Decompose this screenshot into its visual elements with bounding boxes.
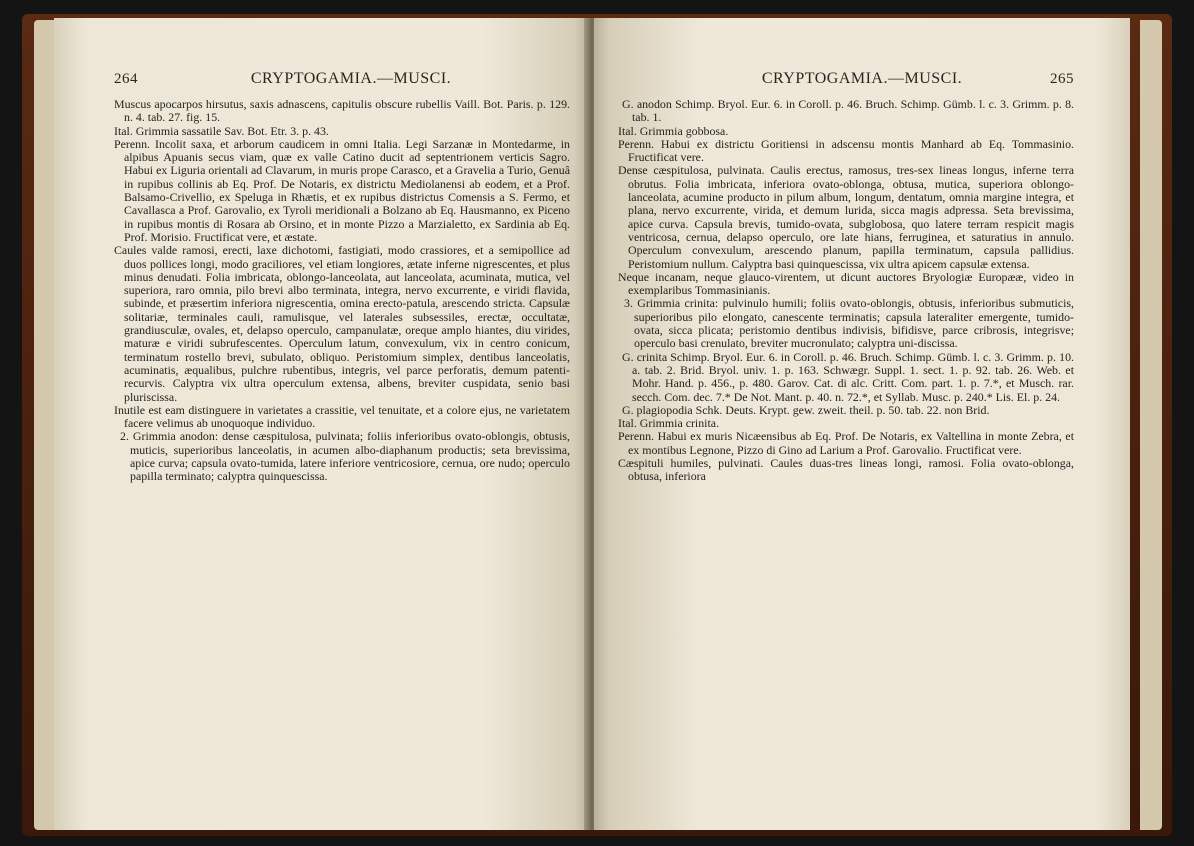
page-edges-left bbox=[34, 20, 56, 830]
left-header-title: CRYPTOGAMIA.—MUSCI. bbox=[250, 70, 452, 87]
right-header-title: CRYPTOGAMIA.—MUSCI. bbox=[761, 70, 963, 87]
paragraph: Muscus apocarpos hirsutus, saxis adnascens, capitulis obscure rubellis Vaill. Bot. Paris. p. 129. n. 4. tab. 27. fig. 15. bbox=[114, 97, 570, 125]
right-page-number: 265 bbox=[1050, 71, 1074, 87]
paragraph: 2. Grimmia anodon: dense cæspitulosa, pulvinata; foliis inferioribus ovato-oblongis, obtusis, muticis, superioribus lanceolatis, in acumen albo-diaphanum productis; seta brevissima, apice curva; capsula ovato-tumida, latere inferiore ventricosiore, cernua, ore nudo; operculo papilla terminato; calyptra quinquescissa. bbox=[120, 429, 570, 484]
paragraph: Perenn. Incolit saxa, et arborum caudicem in omni Italia. Legi Sarzanæ in Montedarme, in alpibus Apuanis secus viam, quæ ex valle Catino ducit ad septentrionem verticis Sagro. Habui ex Liguria orientali ad Clavarum, in muris prope Carasco, et a Gravelia a Turio, Genuâ in rupibus collinis ab Eq. Prof. De Notaris, ex districtu Mediolanensi ab eodem, et a Prof. Balsamo-Crivellio, ex Speluga in Rhætis, et ex rupibus districtus Comensis a S. Fermo, et Cavallasca a Prof. Garovalio, ex Tyroli meridionali a Bolzano ab Eq. Hausmanno, ex Piceno in rupibus montis di Rosara ab Orsino, et in monte Pizzo a Marzialetto, ex Sardinia ab Eq. Prof. Morisio. Fructificat vere, et æstate. bbox=[114, 136, 570, 244]
left-page-body bbox=[114, 98, 570, 484]
paragraph: Ital. Grimmia gobbosa. bbox=[618, 123, 729, 138]
left-page-number: 264 bbox=[114, 71, 138, 87]
paragraph: G. plagiopodia Schk. Deuts. Krypt. gew. zweit. theil. p. 50. tab. 22. non Brid. bbox=[622, 402, 990, 417]
left-running-head bbox=[114, 70, 570, 88]
paragraph: Perenn. Habui ex districtu Goritiensi in adscensu montis Manhard ab Eq. Tommasinio. Fructificat vere. bbox=[618, 136, 1074, 165]
page-edges-right bbox=[1140, 20, 1162, 830]
paragraph: Ital. Grimmia crinita. bbox=[618, 416, 720, 431]
paragraph: 3. Grimmia crinita: pulvinulo humili; foliis ovato-oblongis, obtusis, inferioribus submuticis, superioribus pilo elongato, canescente terminatis; capsula lateraliter emergente, tumido-ovata, sicca plicata; peristomio dentibus indivisis, bifidisve, parce cribrosis, integrisve; operculo basi crenulato, breviter mucronulato; calyptra uni-discissa. bbox=[624, 296, 1074, 351]
paragraph: G. anodon Schimp. Bryol. Eur. 6. in Coroll. p. 46. Bruch. Schimp. Gümb. l. c. 3. Grimm. p. 8. tab. 1. bbox=[622, 97, 1074, 125]
paragraph: Ital. Grimmia sassatile Sav. Bot. Etr. 3. p. 43. bbox=[114, 123, 329, 138]
paragraph: Caules valde ramosi, erecti, laxe dichotomi, fastigiati, modo crassiores, et a semipollice ad duos pollices longi, modo graciliores, vel etiam longiores, ætate inferne nigrescentes, et plus minus denudati. Folia imbricata, oblongo-lanceolata, aut lanceolata, acuminata, mutica, vel superiora, raro omnia, pilo brevi albo terminata, integra, nervo excurrente, e viridi flavida, subinde, et præsertim inferiora nigrescentia, omina erecto-patula, arescendo stricta. Capsulæ solitariæ, terminales cauli, ramulisque, vel laterales subsessiles, erectæ, occultatæ, grandiusculæ, ovales, et, delapso operculo, campanulatæ, oreque amplo hiantes, diu virides, maturæ e viridi subrufescentes. Operculum latum, convexulum, vix in centro conicum, terminatum rostello brevi, subulato, obliquo. Peristomium simplex, dentibus lanceolatis, acuminatis, æqualibus, pulchre rubentibus, integris, vel parce perforatis, demum patenti-recurvis. Calyptra vix ultra operculum extensa, albens, breviter cuspidata, senio basi pluriscissa. bbox=[114, 243, 570, 404]
paragraph: Dense cæspitulosa, pulvinata. Caulis erectus, ramosus, tres-sex lineas longus, inferne terra obrutus. Folia imbricata, inferiora ovato-oblonga, obtusa, mutica, superiora oblongo-lanceolata, acumine producto in pilum album, longum, dentatum, omnia margine integra, et plana, nervo excurrente, virida, et demum lurida, sicca magis adpressa. Seta brevissima, apice curva. Capsula brevis, tumido-ovata, subglobosa, quo latere terram respicit magis ventricosa, cernua, delapso operculo, ore late hians, ferruginea, et saturatius in annulo. Operculum convexulum, arescendo planum, papilla terminatum, capsula pallidius. Peristomium nullum. Calyptra basi quinquescissa, vix ultra apicem capsulæ extensa. bbox=[618, 163, 1074, 271]
paragraph: Perenn. Habui ex muris Nicæensibus ab Eq. Prof. De Notaris, ex Valtellina in monte Zebra, et ex montibus Legnone, Pizzo di Gino ad Larium a Prof. Garovalio. Fructificat vere. bbox=[618, 429, 1074, 457]
paragraph: G. crinita Schimp. Bryol. Eur. 6. in Coroll. p. 46. Bruch. Schimp. Gümb. l. c. 3. Grimm. p. 10. a. tab. 2. Brid. Bryol. univ. 1. p. 163. Schwægr. Suppl. 1. sect. 1. p. 92. tab. 26. Web. et Mohr. Hand. p. 456., p. 480. Garov. Cat. di alc. Critt. Com. part. 1. p. 7.*, et Musch. rar. secch. Com. dec. 7.* De Not. Mant. p. 40. n. 72.*, et Syllab. Musc. p. 240.* Lis. El. p. 24. bbox=[622, 349, 1074, 404]
paragraph: Inutile est eam distinguere in varietates a crassitie, vel tenuitate, et a colore ejus, ne varietatem facere velimus ab unoquoque individuo. bbox=[114, 402, 570, 431]
left-page bbox=[54, 18, 590, 830]
paragraph: Cæspituli humiles, pulvinati. Caules duas-tres lineas longi, ramosi. Folia ovato-oblonga, obtusa, inferiora bbox=[618, 456, 1074, 484]
right-page bbox=[594, 18, 1130, 830]
right-page-body bbox=[618, 98, 1074, 484]
right-running-head bbox=[618, 70, 1074, 88]
paragraph: Neque incanam, neque glauco-virentem, ut dicunt auctores Bryologiæ Europææ, video in exemplaribus Tommasinianis. bbox=[618, 269, 1074, 298]
